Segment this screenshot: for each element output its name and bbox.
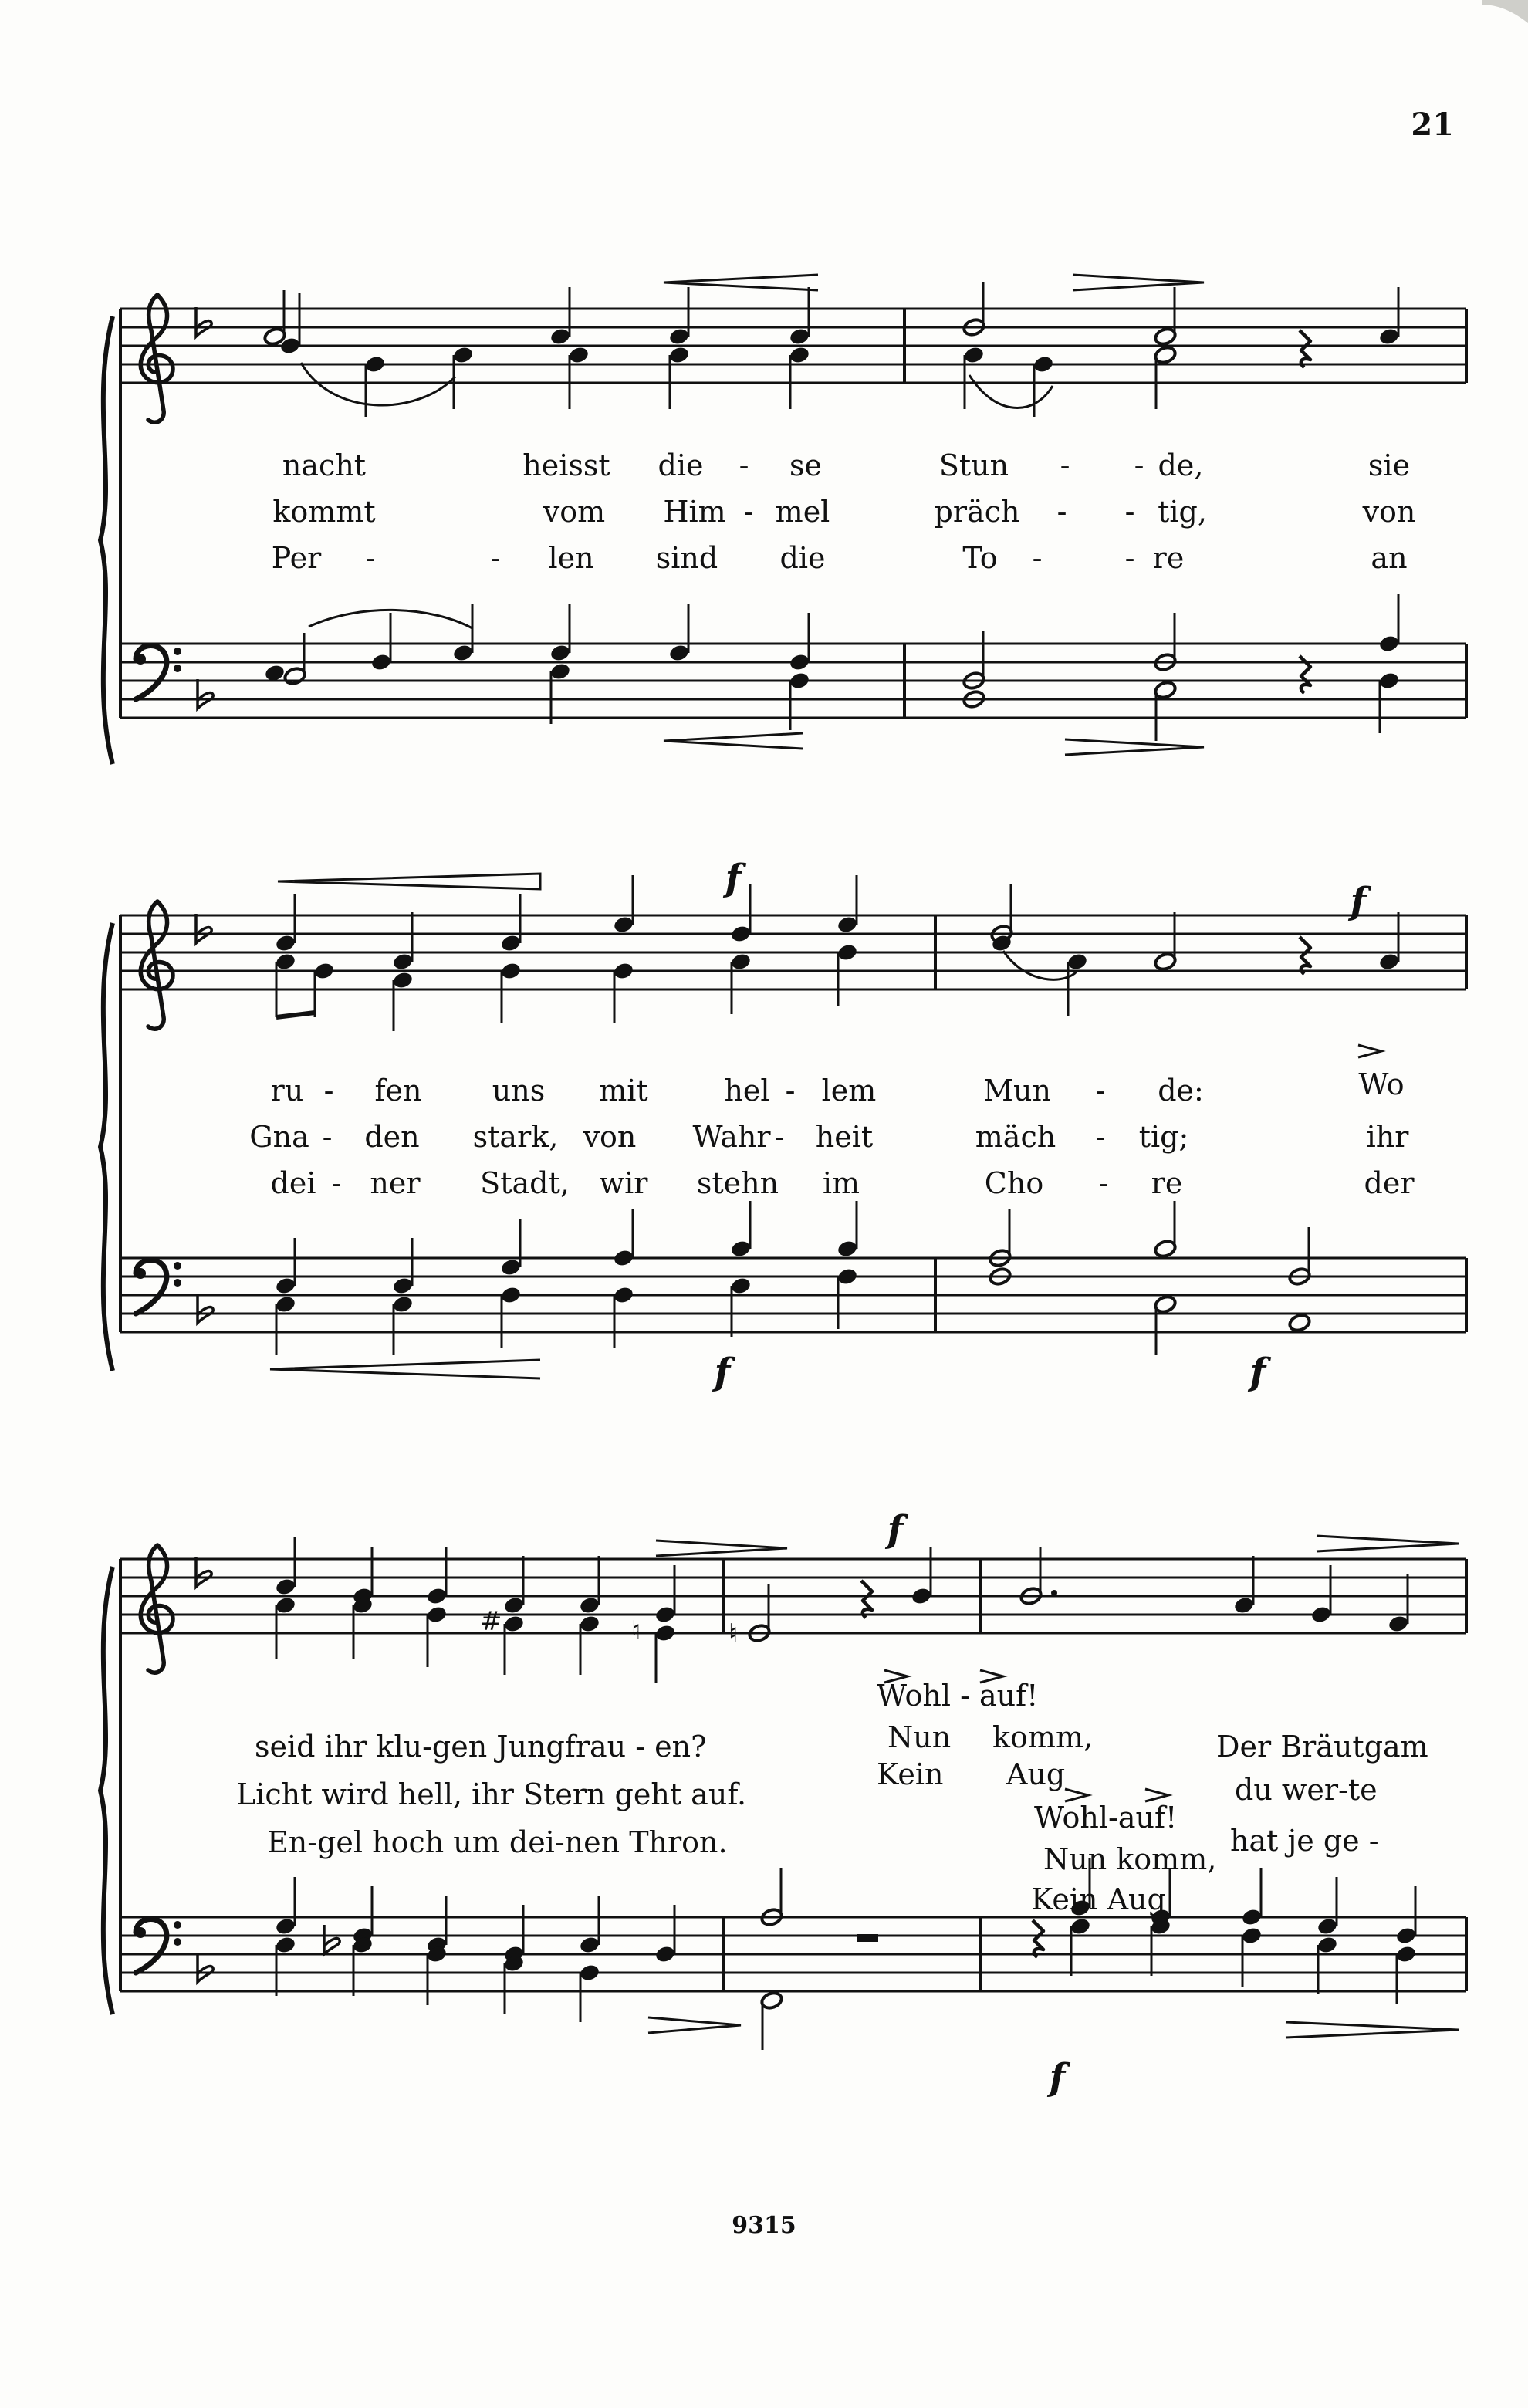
lyric: wir [599,1166,648,1200]
lyric: kommt [272,495,376,529]
lyric: Per [271,541,322,575]
lyric: präch [934,495,1020,529]
lyric: To [962,541,998,575]
lyric: von [583,1120,637,1154]
lyric: Mun [983,1074,1051,1108]
lyric: - [322,1120,333,1154]
lyric: - [774,1120,785,1154]
lyric: stehn [696,1166,779,1200]
lyric: Nun [887,1720,952,1754]
lyric: nacht [282,448,367,482]
lyric: - [785,1074,796,1108]
lyric: vom [543,495,606,529]
lyric: - [739,448,749,482]
lyric: de, [1158,448,1204,482]
lyric: komm, [992,1720,1094,1754]
lyric: len [548,541,594,575]
page-number: 21 [1411,107,1454,143]
lyric: Stun [938,448,1009,482]
lyric: im [822,1166,860,1200]
lyric: tig, [1158,495,1207,529]
lyric-line: Licht wird hell, ihr Stern geht auf. [236,1777,747,1811]
lyric: von [1362,495,1416,529]
dynamic-forte: f [1350,880,1367,923]
lyric: - [1095,1074,1106,1108]
lyric: den [364,1120,420,1154]
lyric: der [1364,1166,1415,1200]
lyric: Wahr [692,1120,771,1154]
lyric: Der Bräutgam [1216,1730,1428,1764]
lyric: - [490,541,501,575]
lyric: - [1060,448,1070,482]
lyric: heit [815,1120,874,1154]
lyric: hel [724,1074,770,1108]
lyric: Stadt, [480,1166,570,1200]
lyric: de: [1158,1074,1204,1108]
dynamic-forte: f [1249,1351,1266,1394]
lyric-line: En-gel hoch um dei-nen Thron. [267,1825,728,1859]
lyric: Kein Aug [1031,1882,1166,1916]
lyric: Him [663,495,726,529]
svg-text:#: # [480,1606,502,1637]
lyric: - [331,1166,342,1200]
lyric: Aug [1006,1757,1066,1791]
lyric: re [1151,1166,1183,1200]
lyric: - [1056,495,1067,529]
lyric: Wo [1358,1067,1405,1101]
lyric: re [1152,541,1185,575]
lyric: - [1124,541,1135,575]
svg-text:♮: ♮ [631,1615,641,1646]
lyric: ru [270,1074,304,1108]
lyric: Wohl-auf! [1034,1801,1178,1835]
lyric: mit [599,1074,648,1108]
lyric: Cho [984,1166,1044,1200]
dynamic-forte: f [714,1351,731,1394]
lyric: dei [270,1166,316,1200]
lyric: heisst [522,448,610,482]
lyric: du wer-te [1235,1773,1378,1807]
lyric: - [1032,541,1043,575]
lyric: - [1095,1120,1106,1154]
lyric-line: seid ihr klu-gen Jungfrau - en? [255,1730,707,1764]
lyric: se [789,448,822,482]
lyric: ner [370,1166,421,1200]
lyric: - [1124,495,1135,529]
lyric: Wohl - auf! [877,1679,1039,1713]
lyric: die [658,448,704,482]
lyric: Kein [877,1757,944,1791]
lyric: - [323,1074,334,1108]
lyric: stark, [472,1120,559,1154]
lyric: uns [492,1074,546,1108]
lyric: Nun komm, [1043,1842,1217,1876]
dynamic-forte: f [887,1508,904,1551]
lyric: ihr [1366,1120,1409,1154]
dynamic-forte: f [1049,2056,1066,2099]
svg-text:♮: ♮ [729,1618,739,1649]
plate-number: 9315 [732,2212,796,2239]
dynamic-forte: f [725,857,742,900]
lyric: - [743,495,754,529]
lyric: Gna [249,1120,309,1154]
lyric: - [1134,448,1144,482]
lyric: die [779,541,826,575]
lyric: - [365,541,376,575]
lyric: an [1371,541,1408,575]
lyric: mel [775,495,830,529]
lyric: hat je ge - [1230,1824,1379,1858]
lyric: tig; [1138,1120,1189,1154]
lyric: - [1098,1166,1109,1200]
lyric: sind [655,541,718,575]
lyric: lem [821,1074,877,1108]
lyric: mäch [975,1120,1056,1154]
lyric: fen [374,1074,422,1108]
page-corner-wear [1482,0,1528,31]
lyric: sie [1367,448,1411,482]
